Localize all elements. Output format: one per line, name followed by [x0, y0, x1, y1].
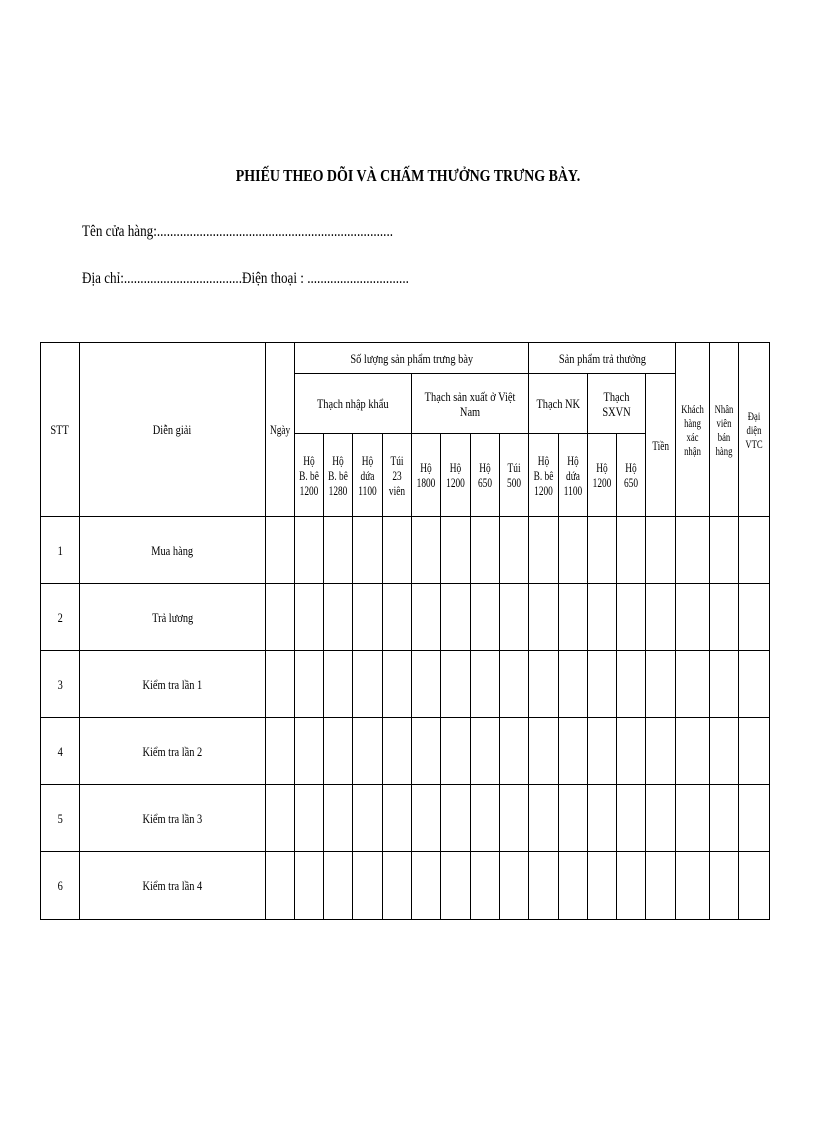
- entry-cell[interactable]: [383, 651, 412, 718]
- entry-cell[interactable]: [529, 852, 559, 920]
- entry-cell[interactable]: [710, 517, 739, 584]
- entry-cell[interactable]: [676, 785, 710, 852]
- entry-cell[interactable]: [710, 852, 739, 920]
- entry-cell[interactable]: [617, 785, 646, 852]
- entry-cell[interactable]: [441, 517, 471, 584]
- sub-header-cell: Túi 500: [500, 434, 529, 517]
- entry-cell[interactable]: [353, 651, 383, 718]
- row-label-cell: Kiểm tra lần 4: [80, 852, 266, 920]
- entry-cell[interactable]: [383, 718, 412, 785]
- entry-cell[interactable]: [559, 517, 588, 584]
- entry-cell[interactable]: [739, 852, 770, 920]
- table-row: [41, 517, 770, 584]
- sub-header-cell: Túi 23 viên: [383, 434, 412, 517]
- entry-cell[interactable]: [646, 852, 676, 920]
- table-row: [41, 651, 770, 718]
- entry-cell[interactable]: [676, 584, 710, 651]
- form-title: PHIẾU THEO DÕI VÀ CHẤM THƯỞNG TRƯNG BÀY.: [235, 166, 581, 185]
- row-label-cell: Kiểm tra lần 3: [80, 785, 266, 852]
- entry-cell[interactable]: [266, 852, 295, 920]
- cash-header: Tiền: [646, 374, 676, 517]
- entry-cell[interactable]: [646, 785, 676, 852]
- entry-cell[interactable]: [646, 651, 676, 718]
- row-label-cell: Trả lương: [80, 584, 266, 651]
- date-header: Ngày: [266, 343, 295, 517]
- entry-cell[interactable]: [353, 785, 383, 852]
- row-stt-cell: 6: [41, 852, 80, 920]
- entry-cell[interactable]: [412, 584, 441, 651]
- row-stt-cell: 5: [41, 785, 80, 852]
- entry-cell[interactable]: [710, 584, 739, 651]
- sales-staff-header: Nhân viên bán hàng: [710, 343, 739, 517]
- entry-cell[interactable]: [529, 785, 559, 852]
- entry-cell[interactable]: [295, 718, 324, 785]
- entry-cell[interactable]: [529, 651, 559, 718]
- entry-cell[interactable]: [646, 718, 676, 785]
- address-label: Địa chỉ:....................................: [82, 270, 242, 287]
- entry-cell[interactable]: [500, 718, 529, 785]
- entry-cell[interactable]: [441, 584, 471, 651]
- entry-cell[interactable]: [353, 584, 383, 651]
- imported-jelly-header: Thạch nhập khẩu: [295, 374, 412, 434]
- entry-cell[interactable]: [266, 584, 295, 651]
- header-row-1: [41, 343, 770, 374]
- entry-cell[interactable]: [471, 718, 500, 785]
- sub-header-cell: Hộ B. bê 1200: [529, 434, 559, 517]
- sub-header-cell: Hộ 1200: [588, 434, 617, 517]
- description-header: Diễn giải: [80, 343, 266, 517]
- entry-cell[interactable]: [529, 517, 559, 584]
- jelly-sxvn-header: Thạch SXVN: [588, 374, 646, 434]
- entry-cell[interactable]: [295, 584, 324, 651]
- vtc-rep-header: Đại diện VTC: [739, 343, 770, 517]
- entry-cell[interactable]: [739, 718, 770, 785]
- row-label-cell: Kiểm tra lần 2: [80, 718, 266, 785]
- table-row: [41, 718, 770, 785]
- table-row: [41, 852, 770, 920]
- entry-cell[interactable]: [676, 718, 710, 785]
- table-row: [41, 584, 770, 651]
- entry-cell[interactable]: [412, 651, 441, 718]
- sub-header-cell: Hộ dứa 1100: [559, 434, 588, 517]
- row-label-cell: Kiểm tra lần 1: [80, 651, 266, 718]
- entry-cell[interactable]: [383, 517, 412, 584]
- entry-cell[interactable]: [471, 517, 500, 584]
- entry-cell[interactable]: [266, 517, 295, 584]
- entry-cell[interactable]: [529, 584, 559, 651]
- entry-cell[interactable]: [588, 584, 617, 651]
- entry-cell[interactable]: [295, 785, 324, 852]
- entry-cell[interactable]: [559, 718, 588, 785]
- entry-cell[interactable]: [617, 718, 646, 785]
- entry-cell[interactable]: [471, 651, 500, 718]
- sub-header-cell: Hộ 1800: [412, 434, 441, 517]
- entry-cell[interactable]: [739, 517, 770, 584]
- entry-cell[interactable]: [500, 852, 529, 920]
- row-stt-cell: 1: [41, 517, 80, 584]
- entry-cell[interactable]: [441, 718, 471, 785]
- entry-cell[interactable]: [559, 651, 588, 718]
- entry-cell[interactable]: [353, 852, 383, 920]
- entry-cell[interactable]: [617, 584, 646, 651]
- entry-cell[interactable]: [676, 517, 710, 584]
- entry-cell[interactable]: [441, 785, 471, 852]
- sub-header-cell: Hộ 650: [471, 434, 500, 517]
- entry-cell[interactable]: [412, 718, 441, 785]
- display-quantity-header: Số lượng sản phẩm trưng bày: [295, 343, 529, 374]
- store-name-line: Tên cửa hàng:........................................................................: [82, 223, 394, 240]
- entry-cell[interactable]: [324, 584, 353, 651]
- row-stt-cell: 3: [41, 651, 80, 718]
- reward-products-header: Sản phẩm trả thưởng: [529, 343, 676, 374]
- entry-cell[interactable]: [588, 852, 617, 920]
- entry-cell[interactable]: [500, 517, 529, 584]
- entry-cell[interactable]: [710, 718, 739, 785]
- entry-cell[interactable]: [588, 651, 617, 718]
- entry-cell[interactable]: [412, 852, 441, 920]
- entry-cell[interactable]: [559, 785, 588, 852]
- entry-cell[interactable]: [412, 785, 441, 852]
- sub-header-cell: Hộ 1200: [441, 434, 471, 517]
- entry-cell[interactable]: [739, 584, 770, 651]
- entry-cell[interactable]: [324, 718, 353, 785]
- entry-cell[interactable]: [617, 651, 646, 718]
- entry-cell[interactable]: [266, 651, 295, 718]
- entry-cell[interactable]: [500, 651, 529, 718]
- entry-cell[interactable]: [266, 718, 295, 785]
- entry-cell[interactable]: [710, 785, 739, 852]
- jelly-nk-header: Thạch NK: [529, 374, 588, 434]
- entry-cell[interactable]: [471, 584, 500, 651]
- entry-cell[interactable]: [588, 517, 617, 584]
- entry-cell[interactable]: [295, 651, 324, 718]
- row-label-cell: Mua hàng: [80, 517, 266, 584]
- entry-cell[interactable]: [295, 517, 324, 584]
- entry-cell[interactable]: [441, 651, 471, 718]
- address-phone-line: [82, 270, 409, 288]
- entry-cell[interactable]: [617, 852, 646, 920]
- entry-cell[interactable]: [441, 852, 471, 920]
- table-row: [41, 785, 770, 852]
- entry-cell[interactable]: [676, 651, 710, 718]
- entry-cell[interactable]: [383, 785, 412, 852]
- entry-cell[interactable]: [710, 651, 739, 718]
- entry-cell[interactable]: [500, 584, 529, 651]
- entry-cell[interactable]: [295, 852, 324, 920]
- sub-header-cell: Hộ B. bê 1280: [324, 434, 353, 517]
- entry-cell[interactable]: [324, 651, 353, 718]
- entry-cell[interactable]: [739, 785, 770, 852]
- entry-cell[interactable]: [353, 718, 383, 785]
- entry-cell[interactable]: [588, 718, 617, 785]
- entry-cell[interactable]: [676, 852, 710, 920]
- entry-cell[interactable]: [324, 852, 353, 920]
- entry-cell[interactable]: [588, 785, 617, 852]
- sub-header-cell: Hộ B. bê 1200: [295, 434, 324, 517]
- tracking-table: [40, 342, 770, 920]
- stt-header: STT: [41, 343, 80, 517]
- entry-cell[interactable]: [324, 517, 353, 584]
- sub-header-cell: Hộ 650: [617, 434, 646, 517]
- entry-cell[interactable]: [559, 584, 588, 651]
- entry-cell[interactable]: [353, 517, 383, 584]
- entry-cell[interactable]: [383, 584, 412, 651]
- entry-cell[interactable]: [646, 584, 676, 651]
- row-stt-cell: 2: [41, 584, 80, 651]
- entry-cell[interactable]: [500, 785, 529, 852]
- entry-cell[interactable]: [266, 785, 295, 852]
- entry-cell[interactable]: [471, 785, 500, 852]
- entry-cell[interactable]: [617, 517, 646, 584]
- entry-cell[interactable]: [739, 651, 770, 718]
- entry-cell[interactable]: [324, 785, 353, 852]
- entry-cell[interactable]: [412, 517, 441, 584]
- entry-cell[interactable]: [559, 852, 588, 920]
- row-stt-cell: 4: [41, 718, 80, 785]
- entry-cell[interactable]: [529, 718, 559, 785]
- customer-confirm-header: Khách hàng xác nhận: [676, 343, 710, 517]
- sub-header-cell: Hộ dứa 1100: [353, 434, 383, 517]
- table-body: [41, 517, 770, 920]
- vietnam-jelly-header: Thạch sản xuất ở Việt Nam: [412, 374, 529, 434]
- phone-label: Điện thoại : ...............................: [241, 270, 409, 287]
- entry-cell[interactable]: [471, 852, 500, 920]
- entry-cell[interactable]: [383, 852, 412, 920]
- entry-cell[interactable]: [646, 517, 676, 584]
